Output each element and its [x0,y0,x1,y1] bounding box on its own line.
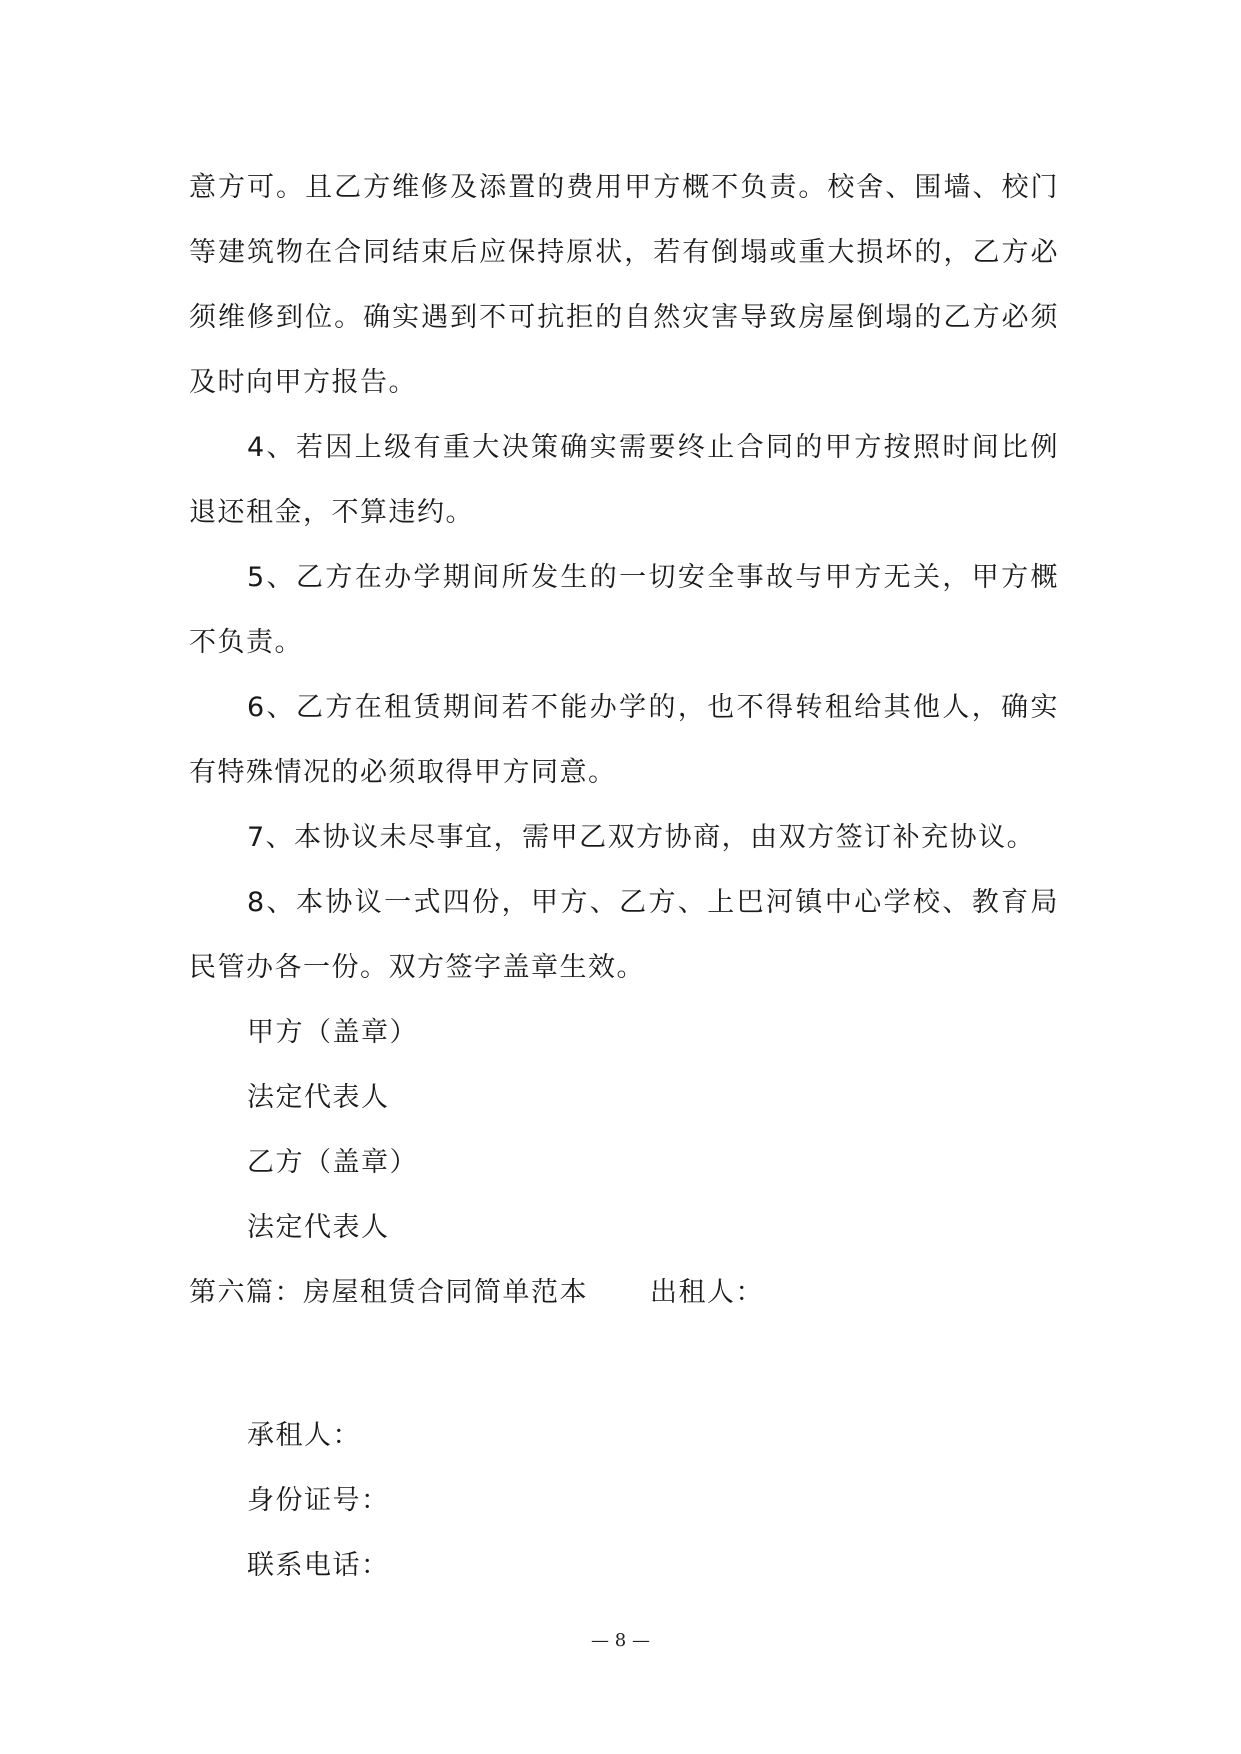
phone-field: 联系电话： [247,1550,390,1581]
party-a-seal: 甲方（盖章） [247,1017,418,1048]
party-b-seal: 乙方（盖章） [247,1147,418,1178]
lessee-field: 承租人： [247,1420,361,1451]
blank-space [189,1325,1059,1403]
lessor-label: 出租人： [650,1277,764,1308]
section-title: 第六篇：房屋租赁合同简单范本 [189,1277,588,1308]
clause-4: 4、若因上级有重大决策确实需要终止合同的甲方按照时间比例退还租金，不算违约。 [189,432,1059,528]
clause-5: 5、乙方在办学期间所发生的一切安全事故与甲方无关，甲方概不负责。 [189,562,1059,658]
party-b-legal-rep: 法定代表人 [247,1212,390,1243]
paragraph-continuation: 意方可。且乙方维修及添置的费用甲方概不负责。校舍、围墙、校门等建筑物在合同结束后应保持原状，若有倒塌或重大损坏的，乙方必须维修到位。确实遇到不可抗拒的自然灾害导致房屋倒塌的乙方必须及时向甲方报告。 [189,172,1059,398]
section-heading-line [189,1260,1059,1325]
clause-8: 8、本协议一式四份，甲方、乙方、上巴河镇中心学校、教育局民管办各一份。双方签字盖章生效。 [189,887,1059,983]
page-number: — 8 — [591,1630,650,1651]
clause-6: 6、乙方在租赁期间若不能办学的，也不得转租给其他人，确实有特殊情况的必须取得甲方同意。 [189,692,1059,788]
document-body [189,155,1059,1598]
party-a-legal-rep: 法定代表人 [247,1082,390,1113]
clause-7: 7、本协议未尽事宜，需甲乙双方协商，由双方签订补充协议。 [247,822,1036,853]
id-number-field: 身份证号： [247,1485,390,1516]
